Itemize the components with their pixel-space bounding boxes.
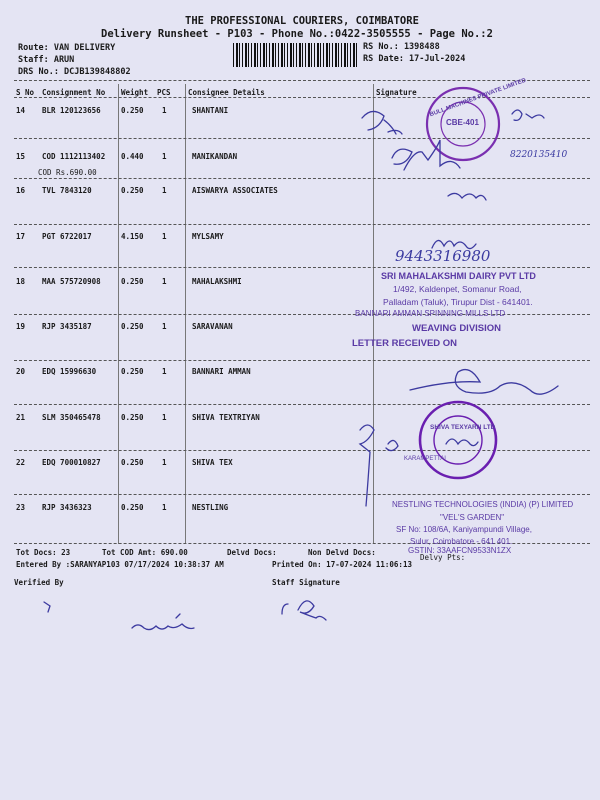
handwritten-phone: 8220135410 bbox=[510, 150, 568, 160]
signature-row-16 bbox=[448, 193, 486, 200]
drs-number: DRS No.: DCJB139848802 bbox=[18, 67, 131, 77]
row-consignment: RJP 3436323 bbox=[42, 503, 92, 512]
printed-on: Printed On: 17-07-2024 11:06:13 bbox=[272, 560, 412, 569]
verified-by-label: Verified By bbox=[14, 578, 64, 587]
signature-row-20 bbox=[410, 370, 558, 395]
row-pcs: 1 bbox=[162, 186, 167, 195]
row-weight: 0.250 bbox=[121, 322, 144, 331]
row-sno: 21 bbox=[16, 413, 26, 422]
nestling-stamp-line-4: Sulur, Coimbatore - 641 401. bbox=[410, 537, 513, 546]
row-pcs: 1 bbox=[162, 152, 167, 161]
row-pcs: 1 bbox=[162, 232, 167, 241]
row-weight: 0.250 bbox=[121, 367, 144, 376]
row-pcs: 1 bbox=[162, 322, 167, 331]
bannari-stamp-line-3: LETTER RECEIVED ON bbox=[352, 338, 458, 349]
mahalakshmi-stamp-line-2: 1/492, Kaldenpet, Somanur Road, bbox=[393, 284, 522, 294]
col-weight: Weight bbox=[121, 88, 149, 97]
company-seal-code: CBE-401 bbox=[446, 118, 479, 127]
row-consignee: AISWARYA ASSOCIATES bbox=[192, 186, 278, 195]
company-seal-text: BULL MACHINES PRIVATE LIMITED bbox=[429, 77, 527, 119]
col-signature: Signature bbox=[376, 88, 417, 97]
row-pcs: 1 bbox=[162, 277, 167, 286]
row-consignee: BANNARI AMMAN bbox=[192, 367, 251, 376]
col-pcs: PCS bbox=[157, 88, 171, 97]
bannari-stamp-line-2: WEAVING DIVISION bbox=[412, 323, 502, 334]
row-sno: 22 bbox=[16, 458, 26, 467]
col-consignment: Consignment No bbox=[42, 88, 106, 97]
shiva-seal-signature bbox=[446, 439, 478, 446]
row-consignment: SLM 350465478 bbox=[42, 413, 101, 422]
row-consignment: MAA 575720908 bbox=[42, 277, 101, 286]
signature-row-15 bbox=[392, 140, 460, 170]
signature-row-14 bbox=[362, 111, 402, 134]
row-consignee: NESTLING bbox=[192, 503, 229, 512]
row-sno: 15 bbox=[16, 152, 26, 161]
nestling-stamp-line-2: "VEL'S GARDEN" bbox=[440, 513, 505, 522]
staff-signature-label: Staff Signature bbox=[272, 578, 340, 587]
shiva-seal-side-text: KARAMPETTAI bbox=[404, 456, 446, 462]
row-weight: 0.250 bbox=[121, 503, 144, 512]
runsheet-title: Delivery Runsheet - P103 - Phone No.:0422-3505555 - Page No.:2 bbox=[101, 28, 493, 40]
nestling-stamp-line-5: GSTIN: 33AAFCN9533N1ZX bbox=[408, 546, 512, 555]
row-pcs: 1 bbox=[162, 106, 167, 115]
row-pcs: 1 bbox=[162, 367, 167, 376]
row-consignment: RJP 3435187 bbox=[42, 322, 92, 331]
entered-by: Entered By :SARANYAP103 07/17/2024 10:38:37 AM bbox=[16, 560, 224, 569]
rs-number: RS No.: 1398488 bbox=[363, 42, 440, 52]
row-sno: 19 bbox=[16, 322, 26, 331]
staff-signature bbox=[282, 601, 326, 620]
delivery-points: Delvy Pts: bbox=[420, 553, 466, 562]
col-sno: S No bbox=[16, 88, 35, 97]
mahalakshmi-stamp-line-1: SRI MAHALAKSHMI DAIRY PVT LTD bbox=[381, 271, 536, 281]
shiva-seal-text: SHIVA TEXYARN LTD bbox=[430, 424, 496, 431]
row-consignment: TVL 7843120 bbox=[42, 186, 92, 195]
row-sno: 17 bbox=[16, 232, 26, 241]
row-sno: 18 bbox=[16, 277, 26, 286]
row-consignee: MYLSAMY bbox=[192, 232, 224, 241]
row-consignee: SHIVA TEX bbox=[192, 458, 233, 467]
company-title: THE PROFESSIONAL COURIERS, COIMBATORE bbox=[185, 15, 419, 27]
nestling-stamp-line-1: NESTLING TECHNOLOGIES (INDIA) (P) LIMITED bbox=[392, 500, 574, 509]
signature-row-14-note bbox=[512, 110, 544, 120]
cod-note: COD Rs.690.00 bbox=[38, 168, 97, 177]
row-consignee: SHIVA TEXTRIYAN bbox=[192, 413, 260, 422]
verified-mark bbox=[44, 602, 50, 612]
delivered-docs: Delvd Docs: bbox=[227, 548, 277, 557]
total-cod: Tot COD Amt: 690.00 bbox=[102, 548, 188, 557]
staff-label: Staff: ARUN bbox=[18, 55, 75, 65]
row-consignment: PGT 6722017 bbox=[42, 232, 92, 241]
row-pcs: 1 bbox=[162, 413, 167, 422]
row-weight: 0.250 bbox=[121, 186, 144, 195]
row-weight: 4.150 bbox=[121, 232, 144, 241]
shiva-seal-ring bbox=[420, 402, 496, 478]
row-consignee: MANIKANDAN bbox=[192, 152, 238, 161]
row-consignment: BLR 120123656 bbox=[42, 106, 101, 115]
nestling-stamp-line-3: SF No: 108/6A, Kaniyampundi Village, bbox=[396, 525, 532, 534]
total-docs: Tot Docs: 23 bbox=[16, 548, 71, 557]
row-consignment: COD 1112113402 bbox=[42, 152, 106, 161]
row-consignee: SARAVANAN bbox=[192, 322, 233, 331]
row-consignee: SHANTANI bbox=[192, 106, 229, 115]
row-sno: 23 bbox=[16, 503, 26, 512]
row-weight: 0.250 bbox=[121, 458, 144, 467]
route-label: Route: VAN DELIVERY bbox=[18, 43, 116, 53]
col-consignee: Consignee Details bbox=[188, 88, 265, 97]
handwritten-number: 9443316980 bbox=[395, 247, 491, 265]
mahalakshmi-stamp-line-3: Palladam (Taluk), Tirupur Dist - 641401. bbox=[383, 297, 533, 307]
row-pcs: 1 bbox=[162, 503, 167, 512]
row-sno: 14 bbox=[16, 106, 26, 115]
row-weight: 0.250 bbox=[121, 413, 144, 422]
rs-date: RS Date: 17-Jul-2024 bbox=[363, 54, 466, 64]
row-pcs: 1 bbox=[162, 458, 167, 467]
row-consignee: MAHALAKSHMI bbox=[192, 277, 242, 286]
row-weight: 0.250 bbox=[121, 277, 144, 286]
row-consignment: EDQ 700010827 bbox=[42, 458, 101, 467]
row-sno: 16 bbox=[16, 186, 26, 195]
bannari-stamp-line-1: BANNARI AMMAN SPINNING MILLS LTD bbox=[355, 309, 506, 318]
row-weight: 0.440 bbox=[121, 152, 144, 161]
row-sno: 20 bbox=[16, 367, 26, 376]
row-weight: 0.250 bbox=[121, 106, 144, 115]
non-delivered-docs: Non Delvd Docs: bbox=[308, 548, 376, 557]
signature-row-21 bbox=[360, 425, 398, 506]
verified-signature bbox=[132, 614, 194, 630]
row-consignment: EDQ 15996630 bbox=[42, 367, 97, 376]
